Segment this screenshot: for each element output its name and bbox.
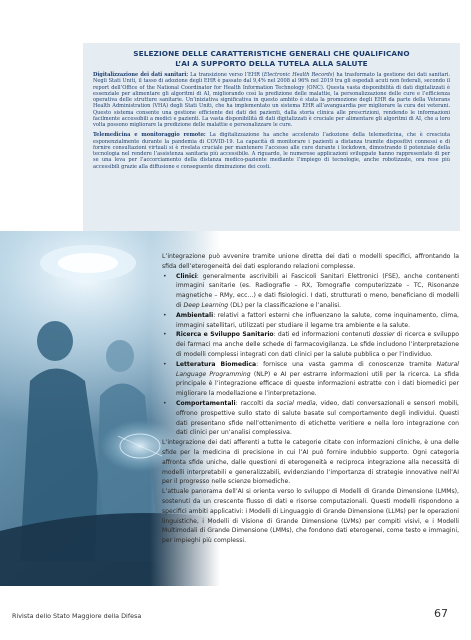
- page-number: 67: [434, 607, 448, 620]
- list-item: • Ricerca e Sviluppo Sanitario: dati ed informazioni contenuti dossier di ricerca e sviluppo dei farmaci ma anche delle schede di farmacovigilanza. Le sfide includono l’interpretazione di modelli complessi integrati con dati clinici per la salute pubblica o per l’individuo.: [163, 331, 459, 358]
- info-box: [83, 43, 460, 231]
- box-title-line-2: L’AI A SUPPORTO DELLA TUTELA ALLA SALUTE: [175, 58, 368, 68]
- box-paragraph-digitalization: Digitalizzazione dei dati sanitari: La transizione verso l’EHR (Electronic Health Records) ha trasformato la gestione dei dati sanitari. Negli Stati Uniti, il tasso di adozione degli EHR è passato dal 9,4% nel 2008 al 96% nel 2019 tra gli ospedali acuti non federali, secondo il report dell’Office of the National Coordinator for Health Information Technology (ONC). Questa vasta disponibilità di dati digitalizzati è essenziale per alimentare gli algoritmi di AI, migliorando così la predizione delle malattie, la personalizzazione delle cure e l’efficienza operativa delle strutture sanitarie. Un’iniziativa significativa in questo ambito è stata la promozione degli EHR da parte della Veterans Health Administration (VHA) degli Stati Uniti, che ha implementato un sistema EHR all’avanguardia per migliorare la cura dei veterani. Questo sistema consente una gestione efficiente dei dati dei pazienti, dalla storia clinica alle prescrizioni, rendendo le informazioni facilmente accessibili a medici e pazienti. La vasta disponibilità di dati digitalizzati è cruciale per alimentare gli algoritmi di AI, che a loro volta possono migliorare la predizione delle malattie e personalizzare le cure.: [93, 72, 451, 128]
- body-paragraph: L’integrazione dei dati afferenti a tutte le categorie citate con informazioni cliniche, è una delle sfide per la medicina di precisione in cui l’AI può fornire indubbio supporto. Ogni categoria affronta sfide uniche, dalle questioni di eterogeneità e reciproca integrazione alla necessità di modelli interpretabili e generalizzabili, evidenziando l’importanza di strategie innovative nell’AI per il progresso nelle scienze biomediche.: [162, 439, 459, 486]
- box-paragraph-telemedicine: Telemedicina e monitoraggio remoto: La digitalizzazione ha anche accelerato l’adozione della telemedicina, che è cresciuta esponenzialmente durante la pandemia di COVID-19. La capacità di monitorare i pazienti a distanza tramite dispositivi connessi e di fornire consultazioni virtuali si è rivelata cruciale per mantenere l’accesso alle cure durante i lockdown, dimostrando il potenziale della tecnologia nel rendere l’assistenza sanitaria più accessibile. A riguardo, le numerose applicazioni sviluppate hanno rappresentato di per se una leva per l’accorciamento della distanza medico-paziente mediante l’impiego di tecnologie, anche robotizzate, ora rese più accessibili grazie alla diffusione e conseguente diminuzione dei costi.: [93, 132, 450, 170]
- box-paragraph-label: Digitalizzazione dei dati sanitari:: [93, 72, 189, 78]
- list-item: • Letteratura Biomedica: fornisce una vasta gamma di conoscenze tramite Natural Language Programming (NLP) e AI per estrarre informazioni utili per la ricerca. La sfida principale è l’integrazione efficace di queste informazioni estratte con i dati biomedici per migliorare la modellazione e l’interpretazione.: [163, 360, 459, 398]
- publication-name: Rivista dello Stato Maggiore della Difesa: [12, 612, 142, 620]
- box-title-line-1: SELEZIONE DELLE CARATTERISTICHE GENERALI CHE QUALIFICANO: [133, 49, 410, 58]
- bullet-icon: •: [163, 399, 167, 407]
- bullet-icon: •: [163, 311, 167, 319]
- data-categories-list: [162, 272, 459, 439]
- main-text: [162, 252, 459, 546]
- bullet-icon: •: [163, 331, 167, 339]
- body-paragraph: L’attuale panorama dell’AI si orienta verso lo sviluppo di Modelli di Grande Dimensione (LMMs), sostenuti da un crescente flusso di dati e risorse computazionali. Questi modelli rispondono a specifici ambiti applicativi: i Modelli di Linguaggio di Grande Dimensione (LLMs) per le operazioni linguistiche, i Modelli di Visione di Grande Dimensione (LVMs) per compiti visivi, e i Modelli Multimodali di Grande Dimensione (LMMs), che fondono dati eterogenei, come testo e immagini, per impieghi più complessi.: [162, 488, 459, 545]
- list-item: • Clinici: generalmente ascrivibili ai Fascicoli Sanitari Elettronici (FSE), anche contenenti immagini sanitarie (es. Radiografie – RX, Tomografie computerizzate – TC, Risonanze magnetiche – RMy, ecc…) e dati fisiologici. I dati, strutturati o meno, beneficiano di modelli di Deep Learning (DL) per la classificazione e l’analisi.: [163, 272, 459, 309]
- box-title: [93, 49, 450, 68]
- bullet-icon: •: [163, 360, 167, 368]
- bullet-icon: •: [163, 272, 167, 280]
- intro-paragraph: L’integrazione può avvenire tramite unione diretta dei dati o modelli specifici, affrontando la sfida dell’eterogeneità dei dati esplorando relazioni complesse.: [162, 253, 459, 270]
- box-paragraph-label: Telemedicina e monitoraggio remoto:: [93, 132, 206, 139]
- list-item: • Comportamentali: raccolti da social media, video, dati conversazionali e sensori mobili, offrono prospettive sullo stato di salute basate sul comportamento degli individui. Questi dati presentano sfide nell’ottenimento di etichette veritiere e nella loro integrazione con dati clinici per un’analisi complessiva.: [163, 399, 459, 437]
- list-item: • Ambientali: relativi a fattori esterni che influenzano la salute, come inquinamento, clima, immagini satellitari, utilizzati per studiare il legame tra ambiente e la salute.: [163, 311, 459, 329]
